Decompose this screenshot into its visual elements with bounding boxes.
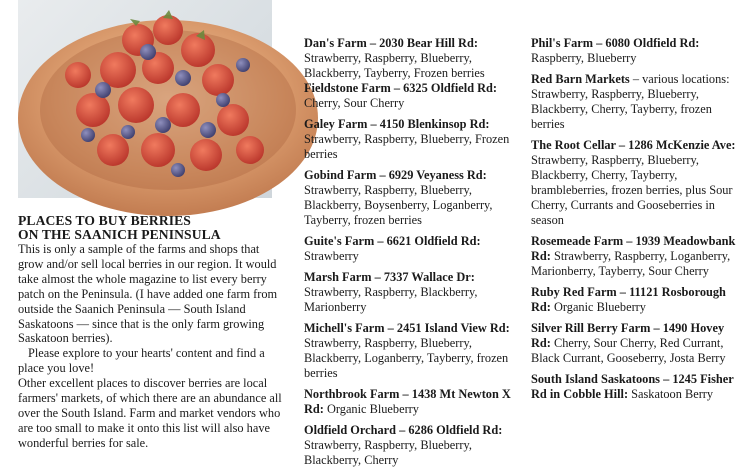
farm-entry [304, 234, 512, 264]
heading-line-2: ON THE SAANICH PENINSULA [18, 227, 221, 242]
farm-berries: Raspberry, Blueberry [531, 51, 637, 65]
farm-berries: Strawberry, Raspberry, Blueberry, Blackberry, Cherry, Tayberry, frozen berries [531, 87, 712, 131]
farm-name: Galey Farm – 4150 Blenkinsop Rd: [304, 117, 490, 131]
farm-list-column-1 [304, 36, 512, 474]
farm-name: Ruby Red Farm – 11121 Rosborough Rd: [531, 285, 726, 314]
farm-entry [304, 423, 512, 468]
farm-name: Guite's Farm – 6621 Oldfield Rd: [304, 234, 481, 248]
farm-berries: Strawberry, Raspberry, Blueberry, Blackberry, Cherry, Tayberry, brambleberries, frozen berries, plus Sour Cherry, Currants and Gooseberries in season [531, 153, 733, 227]
intro-paragraph-3: Other excellent places to discover berries are local farmers' markets, of which there are an abundance all over the South Island. Farm and market vendors who are too small to make it onto this list will also have wonderful berries for sale. [18, 376, 282, 450]
farm-entry [531, 372, 737, 402]
farm-entry [304, 36, 512, 81]
farm-name: Dan's Farm – 2030 Bear Hill Rd: [304, 36, 478, 50]
farm-name: Gobind Farm – 6929 Veyaness Rd: [304, 168, 487, 182]
farm-berries: Strawberry, Raspberry, Blueberry, Blackberry, Cherry [304, 438, 472, 467]
farm-name: Oldfield Orchard – 6286 Oldfield Rd: [304, 423, 503, 437]
farm-location-note: – various locations: [629, 72, 730, 86]
farm-name: Michell's Farm – 2451 Island View Rd: [304, 321, 510, 335]
farm-berries: Strawberry, Raspberry, Blackberry, Marionberry [304, 285, 478, 314]
farm-entry [531, 36, 737, 66]
farm-name: Fieldstone Farm – 6325 Oldfield Rd: [304, 81, 498, 95]
farm-berries: Cherry, Sour Cherry, Red Currant, Black Currant, Gooseberry, Josta Berry [531, 336, 726, 365]
farm-entry [304, 270, 512, 315]
farm-name: Rosemeade Farm – 1939 Meadowbank Rd: [531, 234, 736, 263]
farm-entry [304, 321, 512, 381]
intro-section [18, 214, 282, 451]
farm-name: Silver Rill Berry Farm – 1490 Hovey Rd: [531, 321, 725, 350]
farm-berries: Strawberry, Raspberry, Blueberry, Blackberry, Tayberry, Frozen berries [304, 51, 485, 80]
farm-name: Red Barn Markets [531, 72, 630, 86]
farm-berries: Cherry, Sour Cherry [304, 96, 405, 110]
farm-berries: Strawberry, Raspberry, Loganberry, Marionberry, Tayberry, Sour Cherry [531, 249, 731, 278]
intro-paragraph-1: This is only a sample of the farms and shops that grow and/or sell local berries in our region. It would take almost the whole magazine to list every berry patch on the Peninsula. (I have added one farm from outside the Saanich Peninsula — South Island Saskatoons — since that is the only farm growing Saskatoon berries). [18, 242, 278, 346]
farm-entry [531, 72, 737, 132]
farm-entry [531, 234, 737, 279]
farm-name: Phil's Farm – 6080 Oldfield Rd: [531, 36, 700, 50]
farm-berries: Organic Blueberry [326, 402, 419, 416]
heading-line-1: PLACES TO BUY BERRIES [18, 213, 191, 228]
farm-name: South Island Saskatoons – 1245 Fisher Rd in Cobble Hill: [531, 372, 734, 401]
farm-name: Marsh Farm – 7337 Wallace Dr: [304, 270, 475, 284]
farm-berries: Strawberry [304, 249, 359, 263]
farm-berries: Organic Blueberry [553, 300, 646, 314]
farm-list-column-2 [531, 36, 737, 408]
farm-entry [304, 81, 512, 111]
farm-berries: Saskatoon Berry [631, 387, 714, 401]
berries-photo [18, 0, 272, 198]
farm-entry [304, 168, 512, 228]
farm-berries: Strawberry, Raspberry, Blueberry, Blackberry, Boysenberry, Loganberry, Tayberry, frozen berries [304, 183, 493, 227]
farm-entry [531, 321, 737, 366]
farm-name: The Root Cellar – 1286 McKenzie Ave: [531, 138, 736, 152]
farm-entry [304, 387, 512, 417]
farm-name: Northbrook Farm – 1438 Mt Newton X Rd: [304, 387, 511, 416]
intro-paragraph-2: Please explore to your hearts' content and find a place you love! [18, 346, 265, 376]
farm-entry [304, 117, 512, 162]
farm-berries: Strawberry, Raspberry, Blueberry, Blackberry, Loganberry, Tayberry, frozen berries [304, 336, 509, 380]
farm-entry [531, 285, 737, 315]
farm-entry [531, 138, 737, 228]
section-heading [18, 214, 282, 242]
farm-berries: Strawberry, Raspberry, Blueberry, Frozen berries [304, 132, 510, 161]
